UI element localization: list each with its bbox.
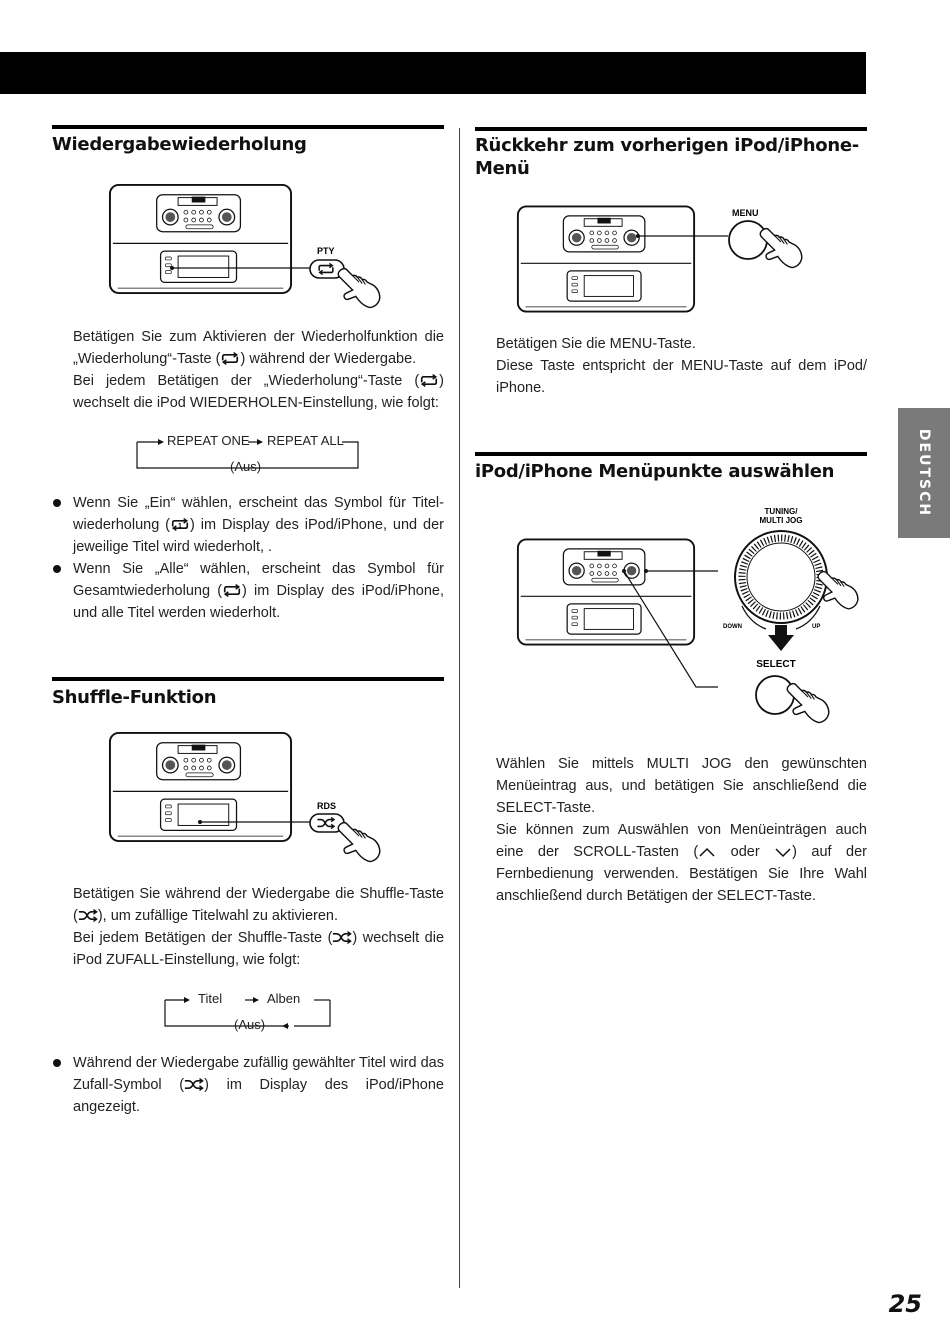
menu-button	[729, 221, 767, 259]
menu-button-label: MENU	[732, 208, 759, 218]
arrow-down-icon	[768, 625, 794, 651]
flow-title: Titel	[198, 991, 223, 1006]
shuffle-illustration	[100, 728, 400, 868]
section-title-shuffle: Shuffle-Funktion	[52, 687, 217, 708]
section-title-menu: Rückkehr zum vorherigen iPod/iPhone-Menü	[475, 135, 859, 179]
bullet-dot	[53, 565, 61, 573]
repeat-all-icon	[222, 584, 242, 597]
rds-button-label: RDS	[317, 801, 337, 811]
header-bar	[0, 52, 866, 94]
repeat-bullet-all: Wenn Sie „Alle“ wählen, erscheint das Symbol für Gesamtwiederholung ( ) im Display des iPod/iPhone, und alle Titel werden wiederholt.	[73, 558, 444, 624]
select-button	[756, 676, 794, 714]
bullet-dot	[53, 1059, 61, 1067]
column-divider	[459, 128, 460, 1288]
page-number: 25	[888, 1290, 922, 1318]
flow-off: (Aus)	[234, 1017, 266, 1032]
menu-text: Betätigen Sie die MENU-Taste. Diese Taste entspricht der MENU-Taste auf dem iPod/ iPhone.	[496, 336, 867, 396]
svg-text:1: 1	[178, 523, 182, 530]
hand-icon	[760, 229, 802, 268]
flow-albums: Alben	[267, 991, 301, 1006]
up-label: UP	[812, 624, 821, 630]
hand-icon	[787, 684, 829, 723]
flow-repeat-one: REPEAT ONE	[167, 433, 250, 448]
repeat-icon	[419, 374, 439, 387]
menu-illustration	[510, 200, 830, 320]
section-rule-menu	[475, 127, 867, 131]
repeat-icon	[220, 352, 240, 365]
repeat-flow-diagram	[136, 430, 361, 472]
shuffle-icon	[78, 909, 98, 922]
shuffle-icon	[184, 1078, 204, 1091]
select-illustration	[510, 505, 870, 735]
hand-icon	[338, 823, 380, 862]
section-title-select: iPod/iPhone Menüpunkte auswählen	[475, 461, 835, 482]
section-title-repeat: Wiedergabewiederholung	[52, 134, 307, 155]
shuffle-icon	[332, 931, 352, 944]
repeat-illustration	[100, 180, 400, 315]
repeat-one-icon	[170, 518, 190, 531]
pty-button-label: PTY	[317, 246, 335, 256]
section-rule-select	[475, 452, 867, 456]
jog-label-2: MULTI JOG	[759, 516, 803, 525]
hand-icon	[338, 269, 380, 308]
repeat-text: Betätigen Sie zum Aktivieren der Wiederholfunktion die „Wiederholung“-Taste ( ) während der Wiedergabe. Bei jedem Betätigen der „Wiederholung“-Taste ( ) wechselt die iPod WIEDERHOLEN-Einstellung, wie folgt:	[73, 329, 444, 411]
shuffle-bullet: Während der Wiedergabe zufällig gewählter Titel wird das Zufall-Symbol ( ) im Display des iPod/iPhone angezeigt.	[73, 1052, 444, 1118]
shuffle-text: Betätigen Sie während der Wiedergabe die Shuffle-Taste ( ), um zufällige Titelwahl zu aktivieren. Bei jedem Betätigen der Shuffle-Taste ( ) wechselt die iPod ZUFALL-Einstellung, wie folgt:	[73, 886, 445, 968]
bullet-dot	[53, 499, 61, 507]
down-label: DOWN	[723, 624, 742, 630]
select-text: Wählen Sie mittels MULTI JOG den gewünschten Menüeintrag aus, und betätigen Sie anschließend die SELECT-Taste. Sie können zum Auswählen von Menüeinträgen auch eine der SCROLL-Tasten ( oder ) auf der Fernbedienung verwenden. Bestätigen Sie Ihre Wahl anschließend durch Betätigen der SELECT-Taste.	[496, 756, 868, 904]
scroll-down-icon	[774, 846, 792, 858]
flow-repeat-all: REPEAT ALL	[267, 433, 344, 448]
select-button-label: SELECT	[756, 659, 796, 670]
shuffle-flow-diagram	[164, 988, 334, 1030]
repeat-bullet-one: Wenn Sie „Ein“ wählen, erscheint das Symbol für Titelwiederholung ( 1 ) im Display des iPod/iPhone, und der jeweilige Titel wird wiederholt, .	[73, 492, 444, 558]
section-rule-repeat	[52, 125, 444, 129]
language-tab-label: DEUTSCH	[916, 428, 932, 518]
flow-off: (Aus)	[230, 459, 262, 474]
section-rule-shuffle	[52, 677, 444, 681]
scroll-up-icon	[698, 846, 716, 858]
language-tab	[898, 408, 950, 538]
jog-label-1: TUNING/	[764, 507, 798, 516]
